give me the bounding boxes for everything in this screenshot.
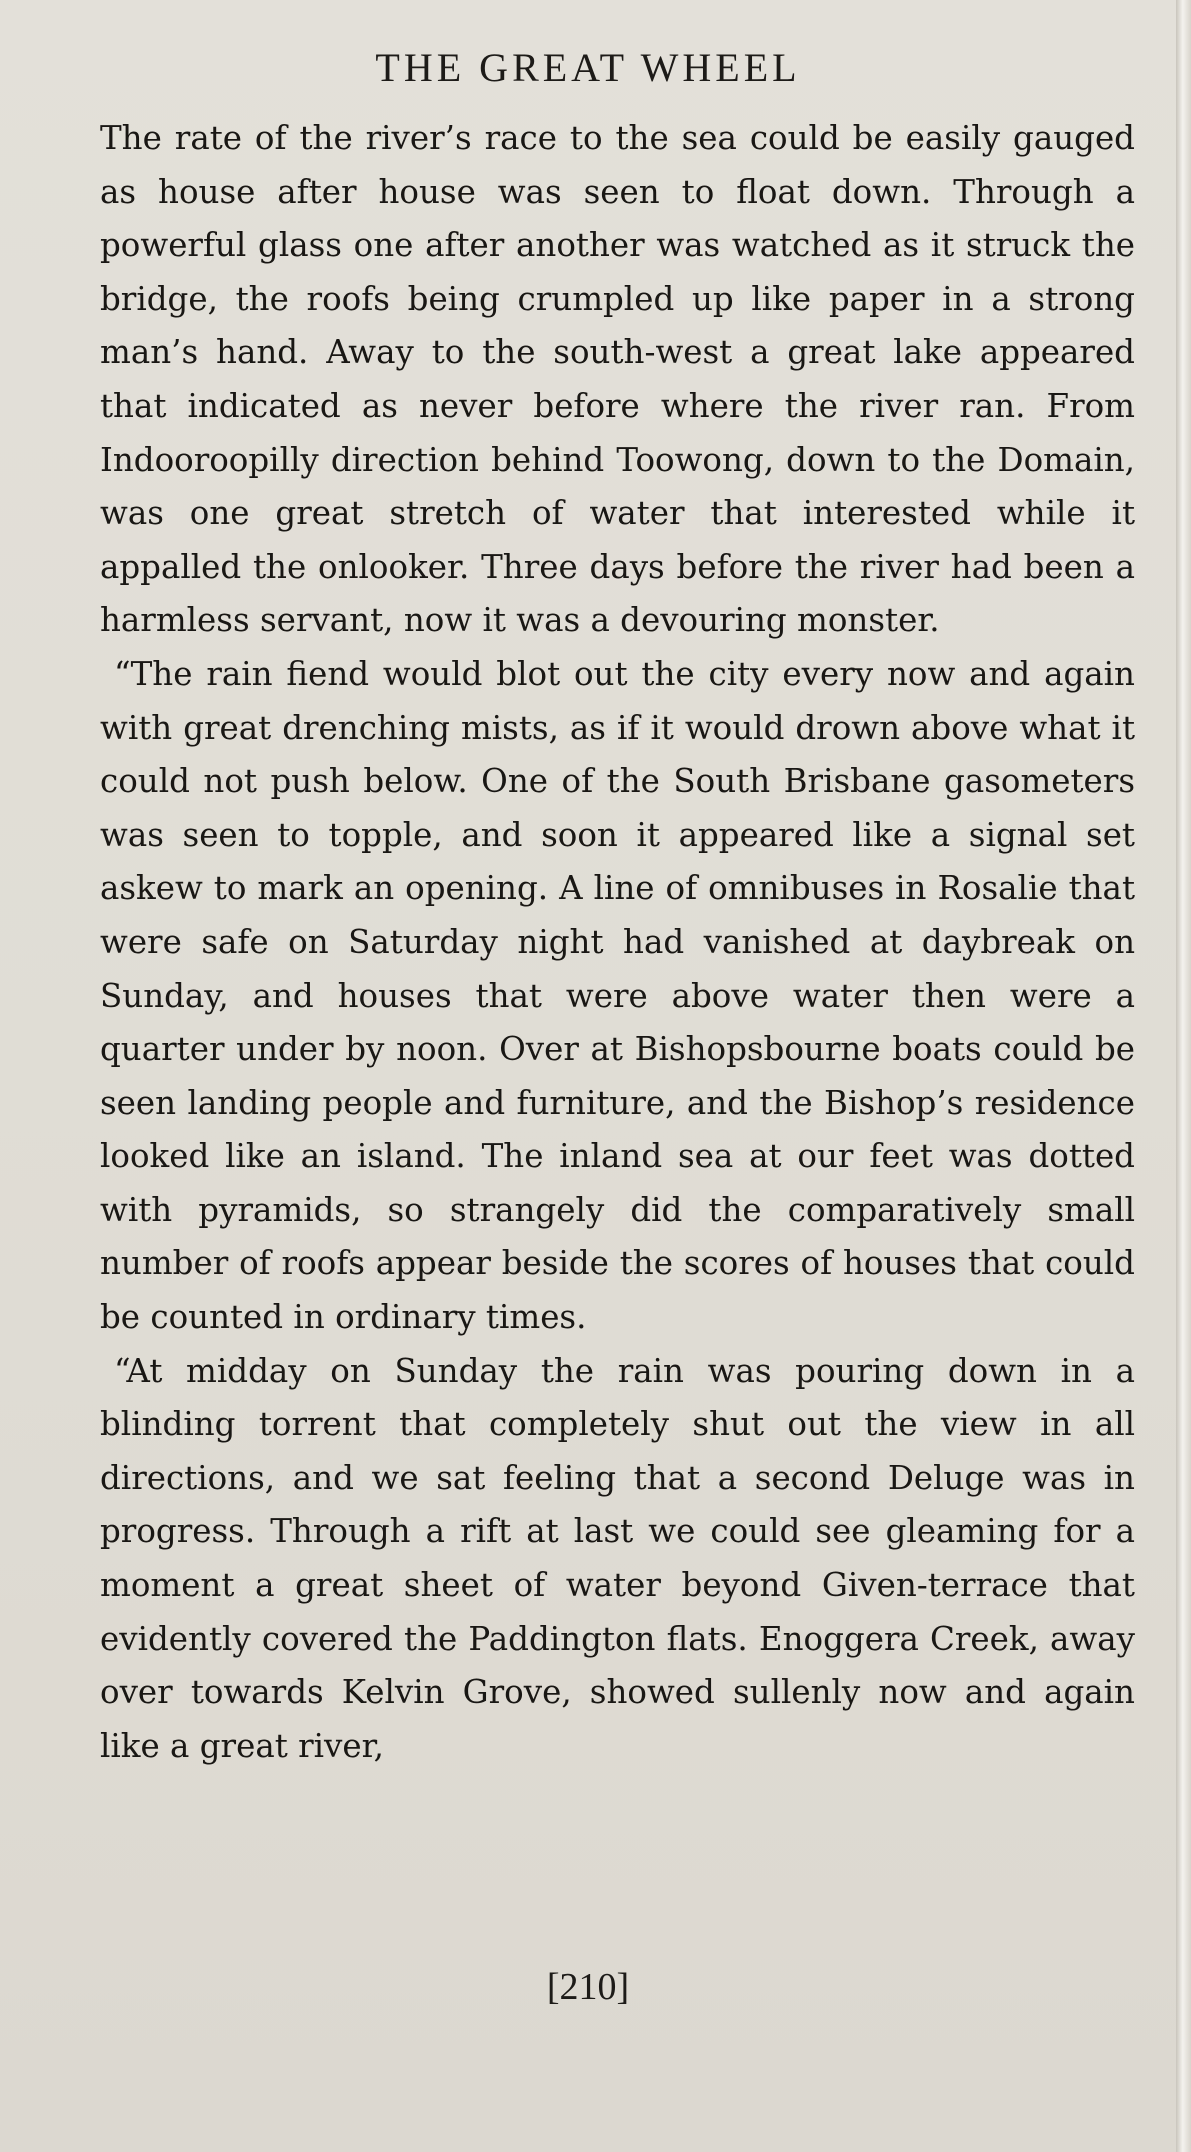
paragraph-2: “The rain fiend would blot out the city every now and again with great drenching mists, as if it would drown above what it could not push below. One of the South Brisbane gasometers was seen to topple, and soon it appeared like a signal set askew to mark an opening. A line of omnibuses in Rosalie that were safe on Saturday night had vanished at daybreak on Sunday, and houses that were above water then were a quarter under by noon. Over at Bishopsbourne boats could be seen landing people and furniture, and the Bishop’s residence looked like an island. The inland sea at our feet was dotted with pyramids, so strangely did the comparatively small number of roofs appear beside the scores of houses that could be counted in ordinary times.	[100, 654, 1135, 1337]
paragraph-3: “At midday on Sunday the rain was pouring down in a blinding torrent that completely shut out the view in all directions, and we sat feeling that a second Deluge was in progress. Through a rift at last we could see gleaming for a moment a great sheet of water beyond Given-terrace that evidently covered the Paddington flats. Enoggera Creek, away over towards Kelvin Grove, showed sullenly now and again like a great river,	[100, 1351, 1135, 1765]
running-head: THE GREAT WHEEL	[375, 45, 801, 90]
paragraph-1: The rate of the river’s race to the sea could be easily gauged as house after house was seen to float down. Through a powerful glass one after another was watched as it struck the bridge, the roofs being crumpled up like paper in a strong man’s hand. Away to the south-west a great lake appeared that indicated as never before where the river ran. From Indooroopilly direction behind Toowong, down to the Domain, was one great stretch of water that interested while it appalled the onlooker. Three days before the river had been a harmless servant, now it was a devouring monster.	[100, 119, 1135, 640]
body-text	[100, 112, 1135, 1773]
page-edge	[1176, 0, 1191, 2152]
page-number: [210]	[546, 1966, 630, 2008]
